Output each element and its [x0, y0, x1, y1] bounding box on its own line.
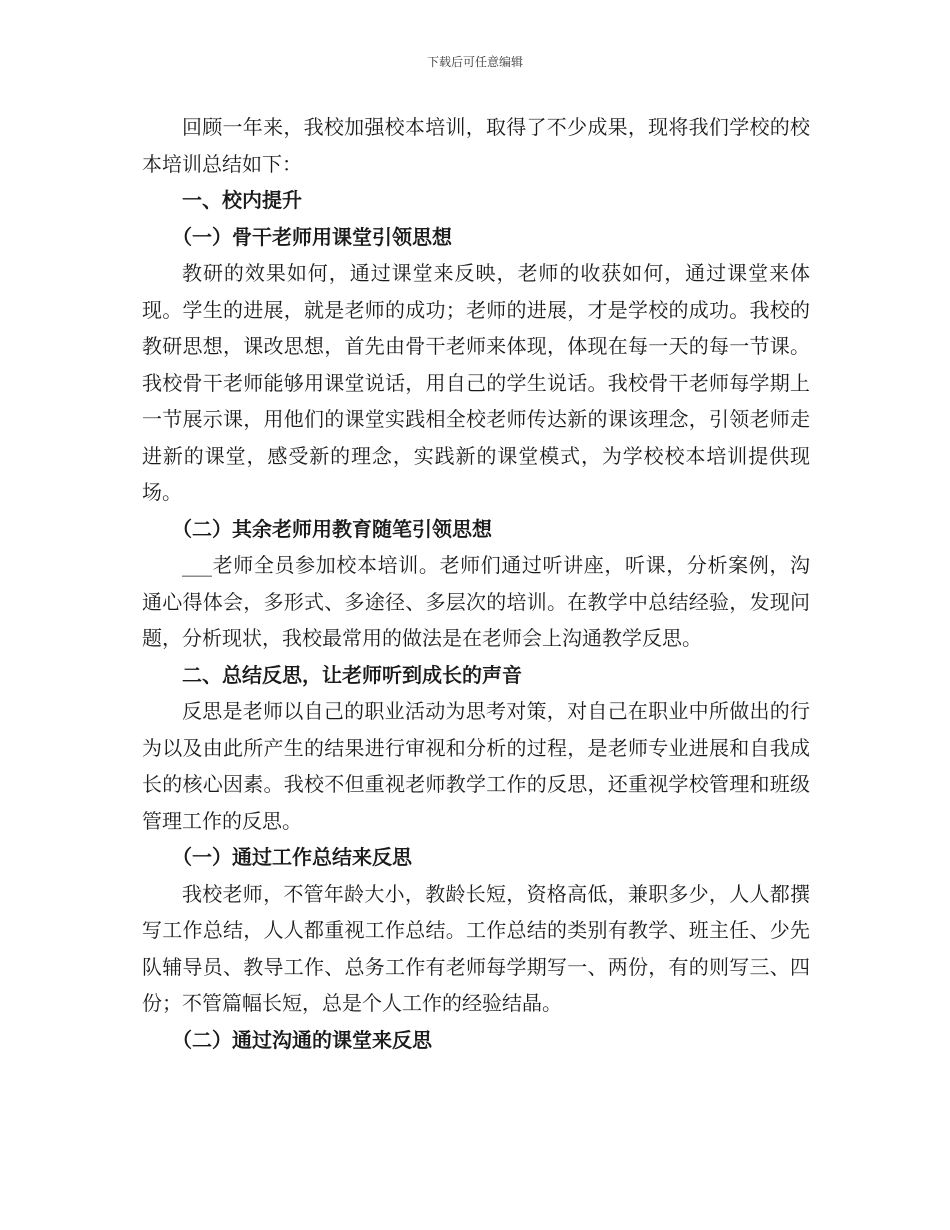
- subsection-heading-2-1: （一）通过工作总结来反思: [172, 845, 412, 869]
- paragraph-2-1: 我校老师，不管年龄大小，教龄长短，资格高低，兼职多少，人人都撰写工作总结，人人都重视工作总结。工作总结的类别有教学、班主任、少先队辅导员、教导工作、总务工作有老师每学期写一、两份，有的则写三、四份；不管篇幅长短，总是个人工作的经验结晶。: [142, 881, 810, 1015]
- paragraph-1-2: ___老师全员参加校本培训。老师们通过听讲座，听课，分析案例，沟通心得体会，多形式、多途径、多层次的培训。在教学中总结经验，发现问题，分析现状，我校最常用的做法是在老师会上沟通教学反思。: [142, 553, 810, 650]
- subsection-heading-1-1: （一）骨干老师用课堂引领思想: [172, 224, 452, 249]
- paragraph-1-1: 教研的效果如何，通过课堂来反映，老师的收获如何，通过课堂来体现。学生的进展，就是老师的成功；老师的进展，才是学校的成功。我校的教研思想，课改思想，首先由骨干老师来体现，体现在每一天的每一节课。我校骨干老师能够用课堂说话，用自己的学生说话。我校骨干老师每学期上一节展示课，用他们的课堂实践相全校老师传达新的课该理念，引领老师走进新的课堂，感受新的理念，实践新的课堂模式，为学校校本培训提供现场。: [142, 261, 810, 504]
- subsection-heading-2-2: （二）通过沟通的课堂来反思: [172, 1027, 432, 1052]
- intro-paragraph: 回顾一年来，我校加强校本培训，取得了不少成果，现将我们学校的校本培训总结如下：: [142, 115, 810, 176]
- section-heading-1: 一、校内提升: [182, 188, 302, 212]
- subsection-heading-1-2: （二）其余老师用教育随笔引领思想: [172, 516, 492, 541]
- header-note: 下载后可任意编辑: [426, 55, 523, 69]
- section-heading-2: 二、总结反思，让老师听到成长的声音: [182, 662, 522, 687]
- paragraph-2: 反思是老师以自己的职业活动为思考对策，对自己在职业中所做出的行为以及由此所产生的结果进行审视和分析的过程，是老师专业进展和自我成长的核心因素。我校不但重视老师教学工作的反思，还重视学校管理和班级管理工作的反思。: [142, 699, 810, 833]
- document-body: [142, 109, 810, 1058]
